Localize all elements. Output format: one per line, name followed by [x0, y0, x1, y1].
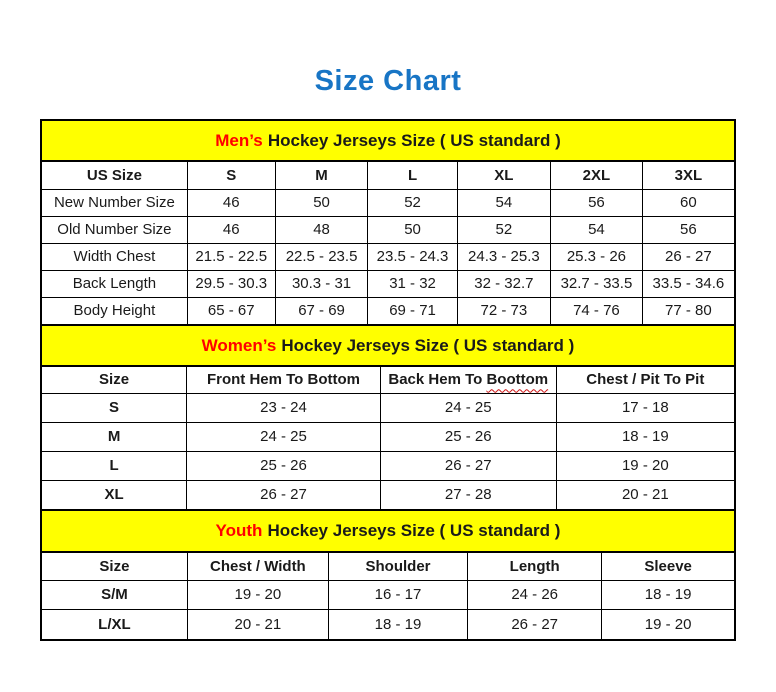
size-value-cell: 20 - 21	[187, 610, 328, 639]
womens-header-row	[42, 367, 734, 393]
size-value-cell: 56	[642, 216, 734, 243]
mens-column-header: L	[368, 162, 457, 189]
size-value-cell: 26 - 27	[380, 451, 556, 480]
size-value-cell: 67 - 69	[275, 297, 368, 324]
size-value-cell: 18 - 19	[328, 610, 467, 639]
womens-banner	[42, 324, 734, 367]
size-value-cell: 32 - 32.7	[457, 270, 550, 297]
mens-column-header: 3XL	[642, 162, 734, 189]
size-value-cell: 60	[642, 189, 734, 216]
size-value-cell: 52	[457, 216, 550, 243]
mens-row	[42, 243, 734, 270]
row-label: Width Chest	[42, 243, 187, 270]
size-value-cell: 33.5 - 34.6	[642, 270, 734, 297]
size-value-cell: 18 - 19	[602, 581, 734, 610]
mens-column-header: US Size	[42, 162, 187, 189]
womens-banner-highlight: Women’s	[201, 336, 277, 356]
womens-column-header: Chest / Pit To Pit	[556, 367, 734, 393]
mens-banner	[42, 121, 734, 162]
size-value-cell: 23 - 24	[187, 393, 381, 422]
size-value-cell: 26 - 27	[642, 243, 734, 270]
mens-row	[42, 189, 734, 216]
row-label: New Number Size	[42, 189, 187, 216]
size-value-cell: 29.5 - 30.3	[187, 270, 275, 297]
youth-row	[42, 581, 734, 610]
size-value-cell: 32.7 - 33.5	[551, 270, 643, 297]
mens-column-header: 2XL	[551, 162, 643, 189]
size-value-cell: 19 - 20	[187, 581, 328, 610]
misspelled-word: Boottom	[486, 371, 549, 389]
size-value-cell: 48	[275, 216, 368, 243]
size-value-cell: 22.5 - 23.5	[275, 243, 368, 270]
mens-row	[42, 216, 734, 243]
womens-row	[42, 451, 734, 480]
size-value-cell: 46	[187, 189, 275, 216]
row-label: L/XL	[42, 610, 187, 639]
size-value-cell: 24.3 - 25.3	[457, 243, 550, 270]
size-value-cell: 17 - 18	[556, 393, 734, 422]
youth-column-header: Chest / Width	[187, 553, 328, 581]
mens-banner-text: Hockey Jerseys Size ( US standard )	[267, 130, 561, 150]
mens-column-header: M	[275, 162, 368, 189]
size-value-cell: 19 - 20	[556, 451, 734, 480]
size-value-cell: 46	[187, 216, 275, 243]
mens-column-header: XL	[457, 162, 550, 189]
womens-column-header: Size	[42, 367, 187, 393]
womens-column-header: Back Hem To Boottom	[380, 367, 556, 393]
size-value-cell: 54	[457, 189, 550, 216]
row-label: S	[42, 393, 187, 422]
row-label: Body Height	[42, 297, 187, 324]
womens-column-header: Front Hem To Bottom	[187, 367, 381, 393]
row-label: S/M	[42, 581, 187, 610]
size-value-cell: 24 - 26	[468, 581, 602, 610]
section-womens	[42, 324, 734, 509]
youth-size-table	[42, 553, 734, 639]
youth-column-header: Sleeve	[602, 553, 734, 581]
size-value-cell: 69 - 71	[368, 297, 457, 324]
size-value-cell: 23.5 - 24.3	[368, 243, 457, 270]
page-title: Size Chart	[314, 65, 462, 97]
mens-header-row	[42, 162, 734, 189]
size-value-cell: 50	[275, 189, 368, 216]
size-value-cell: 25 - 26	[187, 451, 381, 480]
size-value-cell: 72 - 73	[457, 297, 550, 324]
size-value-cell: 65 - 67	[187, 297, 275, 324]
womens-size-table	[42, 367, 734, 509]
row-label: XL	[42, 480, 187, 509]
size-value-cell: 27 - 28	[380, 480, 556, 509]
size-value-cell: 25 - 26	[380, 422, 556, 451]
mens-banner-highlight: Men’s	[215, 130, 263, 150]
size-value-cell: 50	[368, 216, 457, 243]
size-value-cell: 31 - 32	[368, 270, 457, 297]
youth-row	[42, 610, 734, 639]
row-label: Back Length	[42, 270, 187, 297]
womens-row	[42, 480, 734, 509]
size-value-cell: 30.3 - 31	[275, 270, 368, 297]
youth-banner-highlight: Youth	[215, 521, 263, 541]
size-value-cell: 54	[551, 216, 643, 243]
size-value-cell: 77 - 80	[642, 297, 734, 324]
mens-row	[42, 270, 734, 297]
womens-row	[42, 393, 734, 422]
womens-row	[42, 422, 734, 451]
mens-column-header: S	[187, 162, 275, 189]
youth-banner-text: Hockey Jerseys Size ( US standard )	[267, 521, 561, 541]
row-label: Old Number Size	[42, 216, 187, 243]
size-value-cell: 52	[368, 189, 457, 216]
size-value-cell: 26 - 27	[187, 480, 381, 509]
size-value-cell: 56	[551, 189, 643, 216]
size-value-cell: 19 - 20	[602, 610, 734, 639]
size-value-cell: 16 - 17	[328, 581, 467, 610]
youth-column-header: Shoulder	[328, 553, 467, 581]
youth-header-row	[42, 553, 734, 581]
mens-row	[42, 297, 734, 324]
youth-column-header: Size	[42, 553, 187, 581]
size-value-cell: 24 - 25	[380, 393, 556, 422]
youth-banner	[42, 509, 734, 552]
size-value-cell: 21.5 - 22.5	[187, 243, 275, 270]
size-chart	[40, 119, 736, 641]
row-label: M	[42, 422, 187, 451]
womens-banner-text: Hockey Jerseys Size ( US standard )	[281, 336, 575, 356]
section-youth	[42, 509, 734, 638]
size-value-cell: 20 - 21	[556, 480, 734, 509]
size-value-cell: 18 - 19	[556, 422, 734, 451]
size-value-cell: 25.3 - 26	[551, 243, 643, 270]
mens-size-table	[42, 162, 734, 324]
youth-column-header: Length	[468, 553, 602, 581]
size-value-cell: 24 - 25	[187, 422, 381, 451]
row-label: L	[42, 451, 187, 480]
section-mens	[42, 121, 734, 324]
size-value-cell: 74 - 76	[551, 297, 643, 324]
size-value-cell: 26 - 27	[468, 610, 602, 639]
